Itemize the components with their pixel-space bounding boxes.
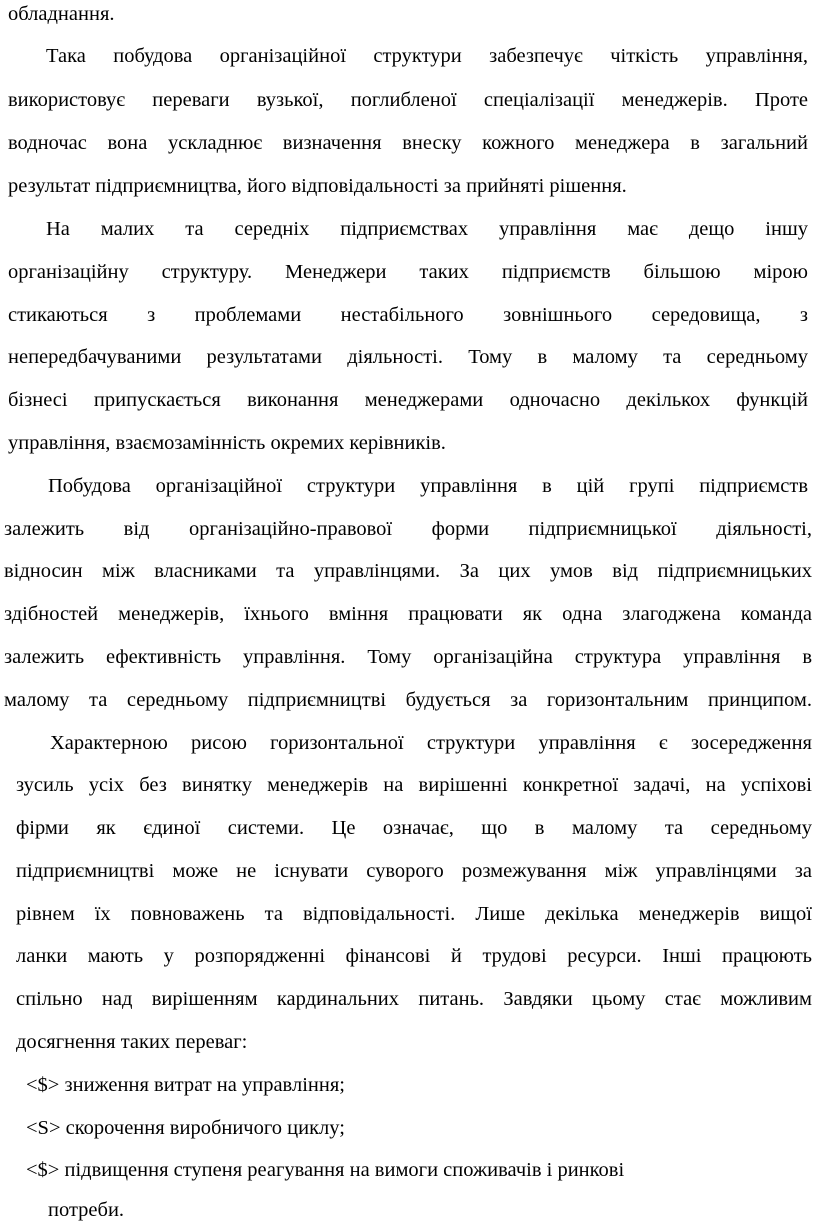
- list-item-1: <$> зниження витрат на управління;: [26, 1074, 345, 1096]
- text-line-8: стикаються з проблемами нестабільного зовнішнього середовища, з: [8, 304, 808, 326]
- text-line-19: зусиль усіх без винятку менеджерів на вирішенні конкретної задачі, на успіхові: [16, 774, 812, 796]
- text-line-15: здібностей менеджерів, їхнього вміння працювати як одна злагоджена команда: [4, 603, 812, 625]
- text-line-17: малому та середньому підприємництві будується за горизонтальним принципом.: [4, 689, 812, 711]
- text-line-1: обладнання.: [8, 3, 115, 25]
- list-item-2: <S> скорочення виробничого циклу;: [26, 1117, 345, 1139]
- text-line-11: управління, взаємозамінність окремих керівників.: [8, 432, 446, 454]
- text-line-20: фірми як єдиної системи. Це означає, що в малому та середньому: [16, 817, 812, 839]
- text-line-9: непередбачуваними результатами діяльності. Тому в малому та середньому: [8, 346, 808, 368]
- text-line-3: використовує переваги вузької, поглибленої спеціалізації менеджерів. Проте: [8, 89, 808, 111]
- text-line-6: На малих та середніх підприємствах управління має дещо іншу: [46, 218, 808, 240]
- text-line-18: Характерною рисою горизонтальної структури управління є зосередження: [50, 732, 812, 754]
- text-line-7: організаційну структуру. Менеджери таких підприємств більшою мірою: [8, 261, 808, 283]
- text-line-21: підприємництві може не існувати суворого розмежування між управлінцями за: [16, 860, 812, 882]
- text-line-23: ланки мають у розпорядженні фінансові й трудові ресурси. Інші працюють: [16, 945, 812, 967]
- text-line-10: бізнесі припускається виконання менеджерами одночасно декількох функцій: [8, 389, 808, 411]
- text-line-13: залежить від організаційно-правової форми підприємницької діяльності,: [4, 518, 812, 540]
- text-line-24: спільно над вирішенням кардинальних питань. Завдяки цьому стає можливим: [16, 988, 812, 1010]
- text-line-12: Побудова організаційної структури управління в цій групі підприємств: [48, 475, 808, 497]
- text-line-14: відносин між власниками та управлінцями. За цих умов від підприємницьких: [4, 560, 812, 582]
- text-line-5: результат підприємництва, його відповідальності за прийняті рішення.: [8, 175, 627, 197]
- text-line-16: залежить ефективність управління. Тому організаційна структура управління в: [4, 646, 812, 668]
- text-line-2: Така побудова організаційної структури забезпечує чіткість управління,: [46, 45, 808, 67]
- list-item-3-continuation: потреби.: [48, 1199, 125, 1221]
- text-line-22: рівнем їх повноважень та відповідальності. Лише декілька менеджерів вищої: [16, 903, 812, 925]
- text-line-25: досягнення таких переваг:: [16, 1031, 248, 1053]
- list-item-3: <$> підвищення ступеня реагування на вимоги споживачів і ринкові: [26, 1159, 625, 1181]
- text-line-4: водночас вона ускладнює визначення внеску кожного менеджера в загальний: [8, 132, 808, 154]
